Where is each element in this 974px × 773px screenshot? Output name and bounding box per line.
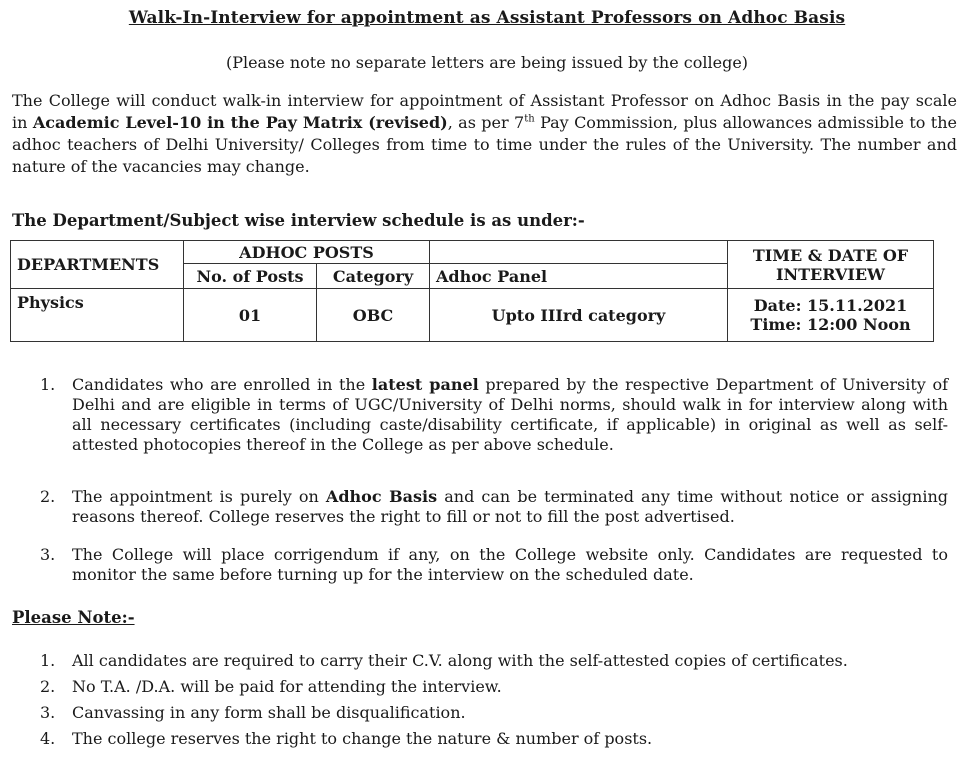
header-adhoc-posts: ADHOC POSTS: [184, 241, 430, 264]
please-note-heading: Please Note:-: [12, 608, 135, 627]
list-number: 1.: [40, 375, 56, 394]
intro-text-3: Pay Commission, plus allowances admissible to the adhoc teachers of Delhi University/ Colleges from time to time under the rules of the University. The number and nature of the vacancies may change.: [12, 113, 958, 176]
note-text: No T.A. /D.A. will be paid for attending the interview.: [72, 677, 502, 696]
note-item: [40, 677, 960, 697]
list-number: 3.: [40, 545, 56, 564]
cell-date: Date: 15.11.2021: [753, 296, 908, 315]
intro-text-2: , as per 7: [447, 113, 525, 132]
note-number: 1.: [40, 651, 56, 670]
header-empty-cell: [430, 241, 728, 264]
cell-department: Physics: [11, 289, 184, 342]
point-text-pre: The College will place corrigendum if any, on the College website only. Candidates are requested to monitor the same before turning up for the interview on the scheduled date.: [72, 545, 948, 584]
schedule-heading: The Department/Subject wise interview schedule is as under:-: [12, 211, 585, 230]
note-text: All candidates are required to carry their C.V. along with the self-attested copies of certificates.: [72, 651, 848, 670]
note-item: [40, 651, 960, 671]
header-category: Category: [317, 264, 430, 289]
point-text-post: and can be terminated any time without notice or assigning reasons thereof. College reserves the right to fill or not to fill the post advertised.: [72, 487, 949, 526]
header-no-of-posts: No. of Posts: [184, 264, 317, 289]
document-title: Walk-In-Interview for appointment as Assistant Professors on Adhoc Basis: [128, 8, 846, 28]
list-number: 2.: [40, 487, 56, 506]
note-text: The college reserves the right to change the nature & number of posts.: [72, 729, 653, 748]
no-letters-note: (Please note no separate letters are being issued by the college): [225, 53, 749, 72]
header-time-date: [728, 241, 934, 289]
table-row: [11, 289, 934, 342]
list-text: [72, 487, 948, 527]
intro-superscript: th: [524, 113, 535, 125]
cell-time: Time: 12:00 Noon: [750, 315, 911, 334]
cell-posts: 01: [184, 289, 317, 342]
cell-panel: Upto IIIrd category: [430, 289, 728, 342]
point-text-bold: Adhoc Basis: [325, 487, 438, 506]
note-number: 2.: [40, 677, 56, 696]
intro-pay-level: Academic Level-10 in the Pay Matrix (revised): [32, 113, 448, 132]
list-text: [72, 545, 948, 585]
cell-category: OBC: [317, 289, 430, 342]
intro-paragraph: [12, 90, 957, 178]
point-text-bold: latest panel: [371, 375, 479, 394]
note-number: 4.: [40, 729, 56, 748]
point-text-post: prepared by the respective Department of University of Delhi and are eligible in terms of UGC/University of Delhi norms, should walk in for interview along with all necessary certificates (including caste/disability certificate, if applicable) in original as well as self-attested photocopies thereof in the College as per above schedule.: [72, 375, 948, 454]
list-text: [72, 375, 948, 455]
header-departments: DEPARTMENTS: [11, 241, 184, 289]
cell-time-date: [728, 289, 934, 342]
note-item: [40, 729, 960, 749]
header-adhoc-panel: Adhoc Panel: [430, 264, 728, 289]
interview-schedule-table: [10, 240, 934, 342]
note-number: 3.: [40, 703, 56, 722]
list-item: [40, 545, 948, 585]
header-time-date-line2: INTERVIEW: [776, 264, 885, 284]
note-item: [40, 703, 960, 723]
table-header-row-1: [11, 241, 934, 264]
point-text-pre: Candidates who are enrolled in the: [72, 375, 372, 394]
list-item: [40, 487, 948, 527]
intro-text-1: The College will conduct walk-in interview for appointment of Assistant Professor on Adhoc Basis in the pay scale in: [12, 91, 957, 132]
point-text-pre: The appointment is purely on: [72, 487, 326, 506]
list-item: [40, 375, 948, 455]
note-text: Canvassing in any form shall be disqualification.: [72, 703, 466, 722]
header-time-date-line1: TIME & DATE OF: [752, 245, 909, 265]
